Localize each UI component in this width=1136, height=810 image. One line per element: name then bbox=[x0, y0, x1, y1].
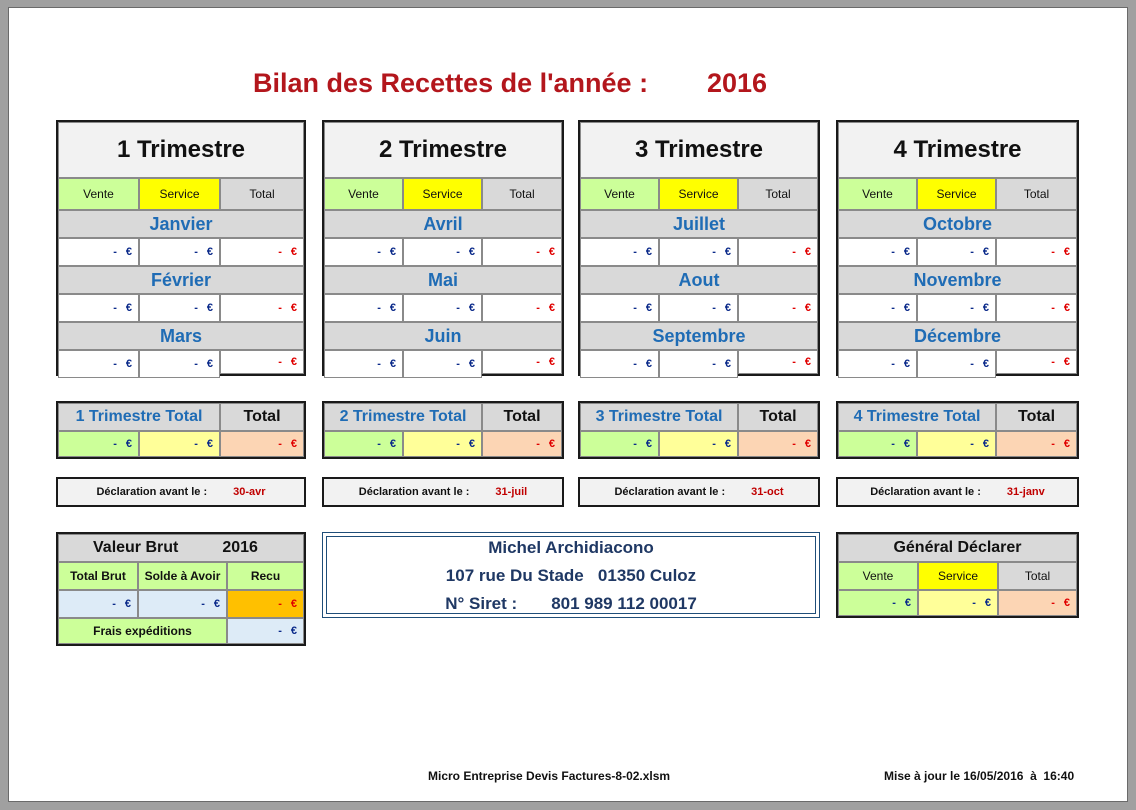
currency-symbol: € bbox=[645, 246, 652, 258]
total-value bbox=[996, 350, 1077, 374]
value-dash: - bbox=[536, 356, 540, 368]
value-dash: - bbox=[970, 246, 974, 258]
declaration-label: Déclaration avant le : bbox=[614, 486, 726, 498]
quarter-title: 1 Trimestre bbox=[58, 122, 304, 178]
currency-symbol: € bbox=[125, 302, 132, 314]
declaration-date: 31-janv bbox=[1006, 486, 1045, 498]
solde-avoir-value: - € bbox=[138, 590, 227, 618]
service-value bbox=[139, 294, 220, 322]
currency-symbol: € bbox=[804, 246, 811, 258]
value-dash: - bbox=[456, 302, 460, 314]
month-label: Février bbox=[58, 266, 304, 294]
vente-value bbox=[324, 350, 403, 378]
vente-value bbox=[58, 238, 139, 266]
currency-symbol: € bbox=[724, 358, 731, 370]
service-value bbox=[403, 294, 482, 322]
month-label: Juillet bbox=[580, 210, 818, 238]
total-value bbox=[220, 238, 304, 266]
currency-symbol: € bbox=[125, 246, 132, 258]
service-value bbox=[659, 238, 738, 266]
total-value bbox=[738, 238, 818, 266]
declaration-box bbox=[322, 477, 564, 507]
value-dash: - bbox=[970, 302, 974, 314]
value-dash: - bbox=[792, 302, 796, 314]
quarter-total-header: Total bbox=[220, 403, 304, 431]
currency-symbol: € bbox=[468, 246, 475, 258]
total-value bbox=[482, 350, 562, 374]
value-dash: - bbox=[278, 356, 282, 368]
value-dash: - bbox=[970, 358, 974, 370]
vente-value bbox=[838, 238, 917, 266]
value-dash: - bbox=[377, 246, 381, 258]
report-year: 2016 bbox=[707, 68, 768, 98]
currency-symbol: € bbox=[903, 302, 910, 314]
currency-symbol: € bbox=[389, 438, 396, 450]
quarter-total-header: Total bbox=[482, 403, 562, 431]
declaration-label: Déclaration avant le : bbox=[358, 486, 470, 498]
quarter-total-box bbox=[322, 401, 564, 459]
service-value bbox=[659, 350, 738, 378]
value-dash: - bbox=[712, 358, 716, 370]
contact-name: Michel Archidiacono bbox=[488, 538, 654, 557]
currency-symbol: € bbox=[982, 438, 989, 450]
quarter-vente-total bbox=[324, 431, 403, 457]
report-title: Bilan des Recettes de l'année : 2016 bbox=[253, 68, 768, 98]
value-dash: - bbox=[712, 302, 716, 314]
currency-symbol: € bbox=[982, 302, 989, 314]
total-header: Total bbox=[996, 178, 1077, 210]
value-dash: - bbox=[113, 358, 117, 370]
total-header: Total bbox=[482, 178, 562, 210]
currency-symbol: € bbox=[724, 302, 731, 314]
currency-symbol: € bbox=[468, 438, 475, 450]
declaration-row bbox=[838, 479, 1077, 505]
currency-symbol: € bbox=[645, 358, 652, 370]
general-declarer-title: Général Déclarer bbox=[838, 534, 1077, 562]
declaration-label: Déclaration avant le : bbox=[96, 486, 208, 498]
total-header: Total bbox=[738, 178, 818, 210]
value-dash: - bbox=[194, 246, 198, 258]
service-value bbox=[659, 294, 738, 322]
value-dash: - bbox=[1051, 302, 1055, 314]
currency-symbol: € bbox=[548, 356, 555, 368]
quarter-service-total bbox=[403, 431, 482, 457]
value-dash: - bbox=[456, 246, 460, 258]
value-dash: - bbox=[1051, 438, 1055, 450]
vente-header: Vente bbox=[58, 178, 139, 210]
quarter-grand-total bbox=[738, 431, 818, 457]
service-value bbox=[917, 350, 996, 378]
month-label: Mai bbox=[324, 266, 562, 294]
quarter-total-title: 4 Trimestre Total bbox=[838, 403, 996, 431]
month-label: Aout bbox=[580, 266, 818, 294]
quarter-total-box bbox=[56, 401, 306, 459]
currency-symbol: € bbox=[290, 356, 297, 368]
quarter-box bbox=[836, 120, 1079, 376]
currency-symbol: € bbox=[804, 438, 811, 450]
currency-symbol: € bbox=[1063, 438, 1070, 450]
month-label: Mars bbox=[58, 322, 304, 350]
currency-symbol: € bbox=[548, 246, 555, 258]
vente-value bbox=[324, 238, 403, 266]
vente-header: Vente bbox=[580, 178, 659, 210]
value-dash: - bbox=[194, 438, 198, 450]
value-dash: - bbox=[456, 358, 460, 370]
currency-symbol: € bbox=[724, 246, 731, 258]
currency-symbol: € bbox=[804, 356, 811, 368]
value-dash: - bbox=[633, 358, 637, 370]
footer-filename: Micro Entreprise Devis Factures-8-02.xlsm bbox=[428, 769, 671, 783]
vente-value bbox=[324, 294, 403, 322]
total-brut-value: - € bbox=[58, 590, 138, 618]
vente-value bbox=[580, 294, 659, 322]
currency-symbol: € bbox=[548, 438, 555, 450]
value-dash: - bbox=[194, 358, 198, 370]
declaration-row bbox=[58, 479, 304, 505]
currency-symbol: € bbox=[389, 246, 396, 258]
quarter-service-total bbox=[659, 431, 738, 457]
service-header: Service bbox=[403, 178, 482, 210]
currency-symbol: € bbox=[903, 438, 910, 450]
currency-symbol: € bbox=[548, 302, 555, 314]
value-dash: - bbox=[792, 356, 796, 368]
quarter-service-total bbox=[917, 431, 996, 457]
frais-expeditions-value: - € bbox=[227, 618, 304, 644]
currency-symbol: € bbox=[125, 438, 132, 450]
total-value bbox=[482, 238, 562, 266]
value-dash: - bbox=[113, 438, 117, 450]
value-dash: - bbox=[792, 246, 796, 258]
quarter-service-total bbox=[139, 431, 220, 457]
currency-symbol: € bbox=[206, 246, 213, 258]
value-dash: - bbox=[377, 302, 381, 314]
service-value bbox=[403, 350, 482, 378]
frais-expeditions-label: Frais expéditions bbox=[58, 618, 227, 644]
value-dash: - bbox=[712, 438, 716, 450]
value-dash: - bbox=[278, 438, 282, 450]
currency-symbol: € bbox=[389, 358, 396, 370]
contact-box bbox=[322, 532, 820, 618]
contact-siret: N° Siret : 801 989 112 00017 bbox=[445, 594, 697, 613]
value-dash: - bbox=[891, 246, 895, 258]
quarter-title: 3 Trimestre bbox=[580, 122, 818, 178]
declaration-box bbox=[56, 477, 306, 507]
value-dash: - bbox=[633, 302, 637, 314]
vente-header: Vente bbox=[838, 178, 917, 210]
vente-value bbox=[838, 294, 917, 322]
month-label: Avril bbox=[324, 210, 562, 238]
currency-symbol: € bbox=[645, 438, 652, 450]
service-value bbox=[139, 238, 220, 266]
service-header: Service bbox=[139, 178, 220, 210]
service-header: Service bbox=[659, 178, 738, 210]
solde-avoir-header: Solde à Avoir bbox=[138, 562, 227, 590]
service-value bbox=[917, 238, 996, 266]
declaration-box bbox=[836, 477, 1079, 507]
service-value bbox=[403, 238, 482, 266]
total-value bbox=[482, 294, 562, 322]
general-declarer-box bbox=[836, 532, 1079, 618]
quarter-total-header: Total bbox=[996, 403, 1077, 431]
total-header: Total bbox=[220, 178, 304, 210]
value-dash: - bbox=[113, 302, 117, 314]
value-dash: - bbox=[536, 246, 540, 258]
currency-symbol: € bbox=[290, 246, 297, 258]
declaration-box bbox=[578, 477, 820, 507]
contact-address: 107 rue Du Stade 01350 Culoz bbox=[445, 566, 697, 585]
quarter-title: 4 Trimestre bbox=[838, 122, 1077, 178]
general-vente-value: - € bbox=[838, 590, 918, 616]
value-dash: - bbox=[536, 438, 540, 450]
declaration-date: 30-avr bbox=[233, 486, 266, 498]
month-label: Octobre bbox=[838, 210, 1077, 238]
quarter-vente-total bbox=[58, 431, 139, 457]
total-brut-header: Total Brut bbox=[58, 562, 138, 590]
value-dash: - bbox=[712, 246, 716, 258]
value-dash: - bbox=[891, 358, 895, 370]
value-dash: - bbox=[377, 358, 381, 370]
total-value bbox=[220, 350, 304, 374]
month-label: Janvier bbox=[58, 210, 304, 238]
service-header: Service bbox=[917, 178, 996, 210]
quarter-grand-total bbox=[996, 431, 1077, 457]
currency-symbol: € bbox=[1063, 356, 1070, 368]
quarter-vente-total bbox=[580, 431, 659, 457]
quarter-box bbox=[578, 120, 820, 376]
recu-header: Recu bbox=[227, 562, 304, 590]
total-value bbox=[996, 294, 1077, 322]
general-vente-header: Vente bbox=[838, 562, 918, 590]
quarter-total-header: Total bbox=[738, 403, 818, 431]
vente-value bbox=[580, 350, 659, 378]
currency-symbol: € bbox=[1063, 246, 1070, 258]
value-dash: - bbox=[278, 246, 282, 258]
quarter-box bbox=[322, 120, 564, 376]
vente-value bbox=[838, 350, 917, 378]
quarter-total-title: 2 Trimestre Total bbox=[324, 403, 482, 431]
currency-symbol: € bbox=[125, 358, 132, 370]
quarter-total-box bbox=[578, 401, 820, 459]
declaration-date: 31-juil bbox=[495, 486, 528, 498]
currency-symbol: € bbox=[1063, 302, 1070, 314]
value-dash: - bbox=[891, 438, 895, 450]
service-value bbox=[917, 294, 996, 322]
currency-symbol: € bbox=[982, 246, 989, 258]
currency-symbol: € bbox=[724, 438, 731, 450]
value-dash: - bbox=[792, 438, 796, 450]
vente-value bbox=[580, 238, 659, 266]
quarter-grand-total bbox=[482, 431, 562, 457]
month-label: Juin bbox=[324, 322, 562, 350]
quarter-total-title: 1 Trimestre Total bbox=[58, 403, 220, 431]
value-dash: - bbox=[536, 302, 540, 314]
value-dash: - bbox=[633, 246, 637, 258]
total-value bbox=[220, 294, 304, 322]
footer-update: Mise à jour le 16/05/2016 à 16:40 bbox=[884, 769, 1075, 783]
value-dash: - bbox=[113, 246, 117, 258]
currency-symbol: € bbox=[389, 302, 396, 314]
vente-value bbox=[58, 294, 139, 322]
valeur-brut-title: Valeur Brut 2016 bbox=[58, 534, 304, 562]
quarter-total-box bbox=[836, 401, 1079, 459]
currency-symbol: € bbox=[645, 302, 652, 314]
currency-symbol: € bbox=[903, 358, 910, 370]
general-service-value: - € bbox=[918, 590, 998, 616]
value-dash: - bbox=[633, 438, 637, 450]
currency-symbol: € bbox=[982, 358, 989, 370]
declaration-row bbox=[580, 479, 818, 505]
month-label: Décembre bbox=[838, 322, 1077, 350]
general-service-header: Service bbox=[918, 562, 998, 590]
currency-symbol: € bbox=[206, 302, 213, 314]
total-value bbox=[996, 238, 1077, 266]
declaration-label: Déclaration avant le : bbox=[870, 486, 981, 498]
vente-value bbox=[58, 350, 139, 378]
value-dash: - bbox=[1051, 246, 1055, 258]
currency-symbol: € bbox=[903, 246, 910, 258]
currency-symbol: € bbox=[206, 358, 213, 370]
valeur-brut-box bbox=[56, 532, 306, 646]
vente-header: Vente bbox=[324, 178, 403, 210]
currency-symbol: € bbox=[804, 302, 811, 314]
total-value bbox=[738, 350, 818, 374]
currency-symbol: € bbox=[206, 438, 213, 450]
recu-value: - € bbox=[227, 590, 304, 618]
month-label: Novembre bbox=[838, 266, 1077, 294]
value-dash: - bbox=[891, 302, 895, 314]
total-value bbox=[738, 294, 818, 322]
currency-symbol: € bbox=[290, 438, 297, 450]
value-dash: - bbox=[456, 438, 460, 450]
general-total-header: Total bbox=[998, 562, 1077, 590]
general-total-value: - € bbox=[998, 590, 1077, 616]
quarter-vente-total bbox=[838, 431, 917, 457]
quarter-total-title: 3 Trimestre Total bbox=[580, 403, 738, 431]
value-dash: - bbox=[194, 302, 198, 314]
quarter-title: 2 Trimestre bbox=[324, 122, 562, 178]
quarter-grand-total bbox=[220, 431, 304, 457]
month-label: Septembre bbox=[580, 322, 818, 350]
value-dash: - bbox=[970, 438, 974, 450]
currency-symbol: € bbox=[290, 302, 297, 314]
currency-symbol: € bbox=[468, 358, 475, 370]
value-dash: - bbox=[377, 438, 381, 450]
declaration-row bbox=[324, 479, 562, 505]
service-value bbox=[139, 350, 220, 378]
value-dash: - bbox=[1051, 356, 1055, 368]
value-dash: - bbox=[278, 302, 282, 314]
currency-symbol: € bbox=[468, 302, 475, 314]
declaration-date: 31-oct bbox=[751, 486, 784, 498]
quarter-box bbox=[56, 120, 306, 376]
